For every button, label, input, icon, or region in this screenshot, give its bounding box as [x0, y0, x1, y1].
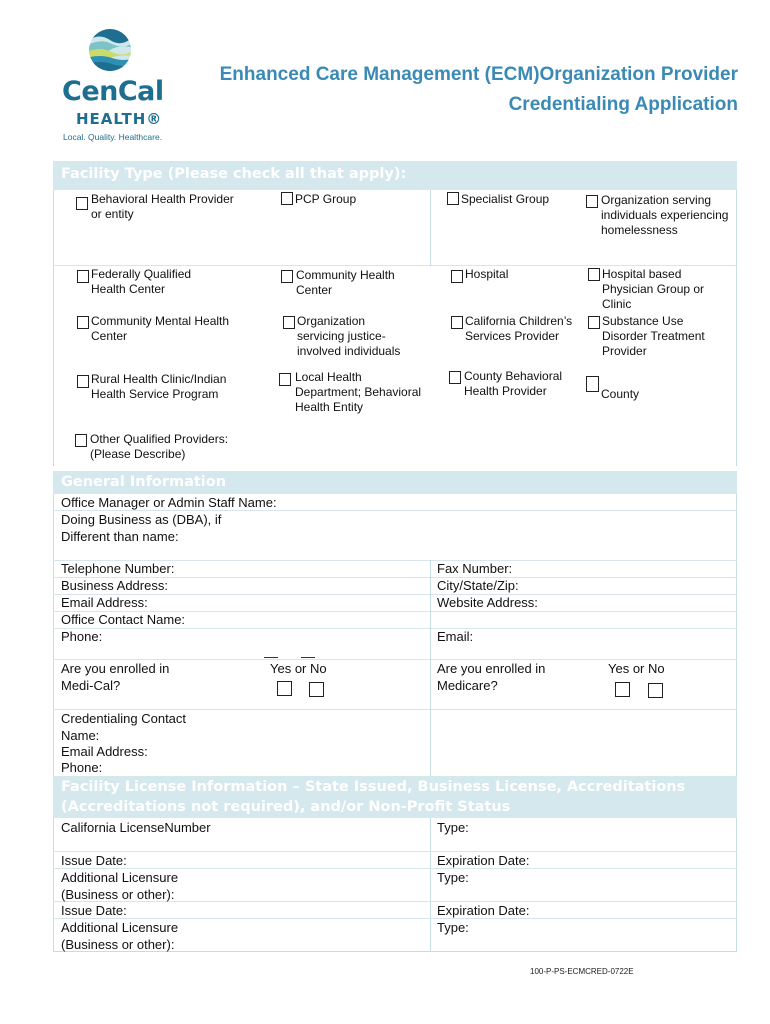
business-address-label: Business Address:	[61, 578, 168, 593]
checkbox-hospital-physician-group[interactable]	[588, 268, 600, 281]
expiration-date-label-2: Expiration Date:	[437, 903, 530, 918]
option-label: Rural Health Clinic/Indian Health Service Program	[91, 372, 227, 401]
divider	[430, 560, 431, 776]
license-type-label: Type:	[437, 820, 469, 835]
checkbox-behavioral-health-provider[interactable]	[76, 197, 88, 210]
credentialing-email-label: Email Address:	[61, 744, 148, 759]
dash-mark	[264, 657, 278, 658]
divider	[53, 265, 737, 266]
cencal-health-logo	[58, 28, 178, 146]
checkbox-community-mental-health[interactable]	[77, 316, 89, 329]
option-label: Federally Qualified Health Center	[91, 267, 192, 296]
checkbox-fqhc[interactable]	[77, 270, 89, 283]
option-label: California Children’s Services Provider	[465, 314, 573, 343]
divider	[53, 594, 737, 595]
checkbox-justice-involved[interactable]	[283, 316, 295, 329]
divider	[53, 851, 737, 852]
expiration-date-label: Expiration Date:	[437, 853, 530, 868]
facility-type-heading: Facility Type (Please check all that apply):	[61, 166, 407, 182]
credentialing-phone-label: Phone:	[61, 760, 103, 775]
dba-label: Doing Business as (DBA), if Different than name:	[61, 512, 222, 544]
option-label: County	[601, 387, 640, 401]
logo-emblem-icon	[86, 28, 134, 72]
city-state-zip-label: City/State/Zip:	[437, 578, 519, 593]
option-label: PCP Group	[295, 192, 357, 206]
option-label: Hospital based Physician Group or Clinic	[602, 267, 705, 311]
medicare-no-checkbox[interactable]	[648, 683, 663, 698]
checkbox-substance-use-disorder[interactable]	[588, 316, 600, 329]
checkbox-county-behavioral-health[interactable]	[449, 371, 461, 384]
general-info-heading: General Information	[61, 474, 227, 490]
title-line-1: Enhanced Care Management (ECM)Organization Provider	[219, 64, 738, 85]
medi-cal-yes-no-label: Yes or No	[270, 661, 327, 676]
checkbox-california-childrens-services[interactable]	[451, 316, 463, 329]
medi-cal-yes-checkbox[interactable]	[277, 681, 292, 696]
email-address-label: Email Address:	[61, 595, 148, 610]
telephone-label: Telephone Number:	[61, 561, 175, 576]
option-label: Behavioral Health Provider or entity	[91, 192, 234, 221]
phone-label: Phone:	[61, 629, 103, 644]
medi-cal-question: Are you enrolled in Medi-Cal?	[61, 661, 170, 693]
option-label: Community Mental Health Center	[91, 314, 230, 343]
checkbox-organization-homelessness[interactable]	[586, 195, 598, 208]
title-line-2: Credentialing Application	[508, 94, 738, 115]
checkbox-specialist-group[interactable]	[447, 192, 459, 205]
logo-tagline: Local. Quality. Healthcare.	[63, 132, 163, 142]
checkbox-rural-health-clinic[interactable]	[77, 375, 89, 388]
page-title	[220, 60, 738, 120]
checkbox-local-health-department[interactable]	[279, 373, 291, 386]
logo-wordmark: CenCal	[62, 76, 164, 107]
option-label: County Behavioral Health Provider	[464, 369, 563, 398]
option-label: Organization servicing justice- involved individuals	[297, 314, 401, 358]
option-label: Community Health Center	[296, 268, 395, 297]
checkbox-other-qualified-providers[interactable]	[75, 434, 87, 447]
option-label: Substance Use Disorder Treatment Provider	[602, 314, 705, 358]
website-address-label: Website Address:	[437, 595, 538, 610]
divider	[430, 818, 431, 952]
dash-mark	[301, 657, 315, 658]
issue-date-label: Issue Date:	[61, 853, 127, 868]
option-label: Hospital	[465, 267, 509, 281]
additional-type-label-2: Type:	[437, 920, 469, 935]
additional-licensure-label: Additional Licensure (Business or other):	[61, 870, 179, 902]
medicare-yes-checkbox[interactable]	[615, 682, 630, 697]
checkbox-pcp-group[interactable]	[281, 192, 293, 205]
medicare-yes-no-label: Yes or No	[608, 661, 665, 676]
option-label: Other Qualified Providers: (Please Describe)	[90, 432, 229, 461]
additional-licensure-label-2: Additional Licensure (Business or other):	[61, 920, 179, 952]
checkbox-county[interactable]	[586, 376, 599, 392]
license-heading: Facility License Information – State Issued, Business License, Accreditations (Accreditations not required), and/or Non-Profit Status	[61, 779, 686, 815]
form-code: 100-P-PS-ECMCRED-0722E	[530, 967, 634, 976]
divider	[53, 628, 737, 629]
credentialing-contact-label: Credentialing Contact Name:	[61, 711, 187, 743]
medi-cal-no-checkbox[interactable]	[309, 682, 324, 697]
issue-date-label-2: Issue Date:	[61, 903, 127, 918]
office-manager-label: Office Manager or Admin Staff Name:	[61, 495, 277, 510]
office-contact-label: Office Contact Name:	[61, 612, 186, 627]
divider	[430, 190, 431, 266]
fax-label: Fax Number:	[437, 561, 513, 576]
option-label: Organization serving individuals experiencing homelessness	[601, 193, 729, 237]
ca-license-label: California LicenseNumber	[61, 820, 211, 835]
email-label: Email:	[437, 629, 474, 644]
logo-health-text: HEALTH®	[76, 110, 163, 128]
option-label: Specialist Group	[461, 192, 550, 206]
additional-type-label: Type:	[437, 870, 469, 885]
checkbox-community-health-center[interactable]	[281, 270, 293, 283]
checkbox-hospital[interactable]	[451, 270, 463, 283]
option-label: Local Health Department; Behavioral Health Entity	[295, 370, 422, 414]
medicare-question: Are you enrolled in Medicare?	[437, 661, 546, 693]
